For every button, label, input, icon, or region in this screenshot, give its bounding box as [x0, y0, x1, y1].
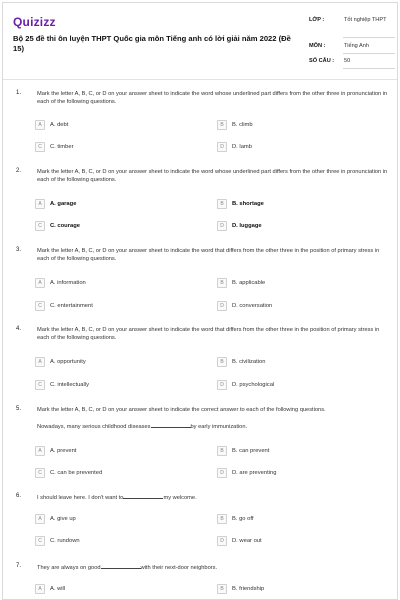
question-number: 5. — [16, 406, 22, 412]
question-text: Mark the letter A, B, C, or D on your answer sheet to indicate the correct answer to each of the following questions. — [37, 407, 326, 413]
option-text: A. garage — [50, 201, 77, 207]
count-value: 50 — [344, 58, 351, 64]
option-text: D. conversation — [232, 303, 273, 309]
option-a[interactable] — [35, 584, 65, 594]
option-letter-badge: C — [35, 142, 45, 152]
option-letter-badge: A — [35, 120, 45, 130]
question-number: 2. — [16, 168, 22, 174]
option-letter-badge: C — [35, 536, 45, 546]
option-letter-badge: A — [35, 357, 45, 367]
option-c[interactable] — [35, 301, 93, 311]
option-text: B. friendship — [232, 586, 265, 592]
option-letter-badge: B — [217, 120, 227, 130]
question-text: Mark the letter A, B, C, or D on your answer sheet to indicate the word whose underlined part differs from the other three in pronunciation in each of the following questions. — [37, 169, 388, 184]
sentence-end: by early immunization. — [190, 424, 248, 430]
option-d[interactable] — [217, 142, 252, 152]
option-text: A. give up — [50, 516, 76, 522]
option-a[interactable] — [35, 199, 76, 209]
option-text: C. can be prevented — [50, 470, 103, 476]
option-b[interactable] — [217, 584, 264, 594]
class-value: Tốt nghiệp THPT — [344, 17, 387, 23]
answer-blank — [101, 563, 141, 569]
option-b[interactable] — [217, 278, 265, 288]
subject-value: Tiếng Anh — [344, 43, 369, 49]
option-letter-badge: D — [217, 380, 227, 390]
subject-label: MÔN : — [309, 43, 326, 49]
option-letter-badge: C — [35, 380, 45, 390]
option-letter-badge: B — [217, 199, 227, 209]
worksheet-page — [2, 2, 398, 600]
option-letter-badge: A — [35, 446, 45, 456]
option-text: A. prevent — [50, 448, 77, 454]
option-text: B. climb — [232, 122, 253, 128]
class-label: LỚP : — [309, 17, 325, 23]
question-text: Mark the letter A, B, C, or D on your answer sheet to indicate the word that differs from the other three in the position of primary stress in each of the following questions. — [37, 248, 380, 263]
option-text: D. luggage — [232, 223, 262, 229]
sentence-end: my welcome. — [163, 495, 197, 501]
sentence-start: Nowadays, many serious childhood diseases — [37, 424, 151, 430]
option-text: C. timber — [50, 144, 74, 150]
option-d[interactable] — [217, 301, 272, 311]
option-letter-badge: B — [217, 514, 227, 524]
option-text: B. shortage — [232, 201, 264, 207]
option-letter-badge: C — [35, 301, 45, 311]
option-letter-badge: B — [217, 278, 227, 288]
option-a[interactable] — [35, 278, 86, 288]
option-c[interactable] — [35, 536, 80, 546]
divider — [343, 68, 395, 69]
option-text: D. psychological — [232, 382, 275, 388]
option-letter-badge: C — [35, 468, 45, 478]
option-text: C. intellectually — [50, 382, 89, 388]
option-b[interactable] — [217, 446, 269, 456]
option-text: C. courage — [50, 223, 80, 229]
answer-blank — [123, 493, 163, 499]
option-text: B. can prevent — [232, 448, 270, 454]
sentence-start: I should leave here. I don't want to — [37, 495, 124, 501]
option-b[interactable] — [217, 199, 264, 209]
option-text: A. debt — [50, 122, 69, 128]
question-text: Mark the letter A, B, C, or D on your answer sheet to indicate the word that differs from the other three in the position of primary stress in each of the following questions. — [37, 327, 380, 342]
question-text — [37, 493, 391, 502]
option-a[interactable] — [35, 120, 68, 130]
option-text: D. lamb — [232, 144, 252, 150]
option-letter-badge: A — [35, 278, 45, 288]
option-letter-badge: D — [217, 536, 227, 546]
option-text: C. entertainment — [50, 303, 93, 309]
option-letter-badge: D — [217, 221, 227, 231]
option-b[interactable] — [217, 357, 266, 367]
option-d[interactable] — [217, 380, 274, 390]
option-c[interactable] — [35, 221, 80, 231]
option-letter-badge: A — [35, 199, 45, 209]
divider — [343, 53, 395, 54]
option-letter-badge: B — [217, 357, 227, 367]
question-text: Mark the letter A, B, C, or D on your answer sheet to indicate the word whose underlined part differs from the other three in pronunciation in each of the following questions. — [37, 91, 388, 106]
option-c[interactable] — [35, 468, 102, 478]
option-letter-badge: C — [35, 221, 45, 231]
question-sentence — [37, 422, 391, 431]
question-number: 3. — [16, 247, 22, 253]
option-text: B. applicable — [232, 280, 266, 286]
option-letter-badge: A — [35, 584, 45, 594]
page-title: Bộ 25 đề thi ôn luyện THPT Quốc gia môn Tiếng anh có lời giải năm 2022 (Đề 15) — [13, 34, 291, 53]
option-c[interactable] — [35, 380, 89, 390]
question-number: 6. — [16, 493, 22, 499]
option-d[interactable] — [217, 536, 262, 546]
option-text: B. go off — [232, 516, 254, 522]
question-text — [37, 563, 391, 572]
question-number: 7. — [16, 563, 22, 569]
sentence-end: with their next-door neighbors. — [140, 565, 218, 571]
count-label: SỐ CÂU : — [309, 58, 335, 64]
option-letter-badge: D — [217, 301, 227, 311]
question-number: 4. — [16, 326, 22, 332]
option-c[interactable] — [35, 142, 74, 152]
option-letter-badge: D — [217, 468, 227, 478]
option-letter-badge: B — [217, 446, 227, 456]
option-text: D. are preventing — [232, 470, 277, 476]
option-text: D. wear out — [232, 538, 262, 544]
option-text: A. will — [50, 586, 66, 592]
option-b[interactable] — [217, 514, 254, 524]
option-letter-badge: B — [217, 584, 227, 594]
worksheet-header — [3, 3, 397, 80]
question-number: 1. — [16, 90, 22, 96]
option-text: B. civilization — [232, 359, 266, 365]
option-b[interactable] — [217, 120, 253, 130]
option-d[interactable] — [217, 468, 276, 478]
option-a[interactable] — [35, 514, 76, 524]
option-a[interactable] — [35, 357, 86, 367]
option-d[interactable] — [217, 221, 262, 231]
answer-blank — [151, 422, 191, 428]
quizizz-logo[interactable]: Quizizz — [13, 15, 56, 29]
option-a[interactable] — [35, 446, 76, 456]
option-letter-badge: D — [217, 142, 227, 152]
option-letter-badge: A — [35, 514, 45, 524]
option-text: C. rundown — [50, 538, 80, 544]
option-text: A. information — [50, 280, 86, 286]
divider — [343, 37, 395, 38]
sentence-start: They are always on good — [37, 565, 101, 571]
option-text: A. opportunity — [50, 359, 86, 365]
